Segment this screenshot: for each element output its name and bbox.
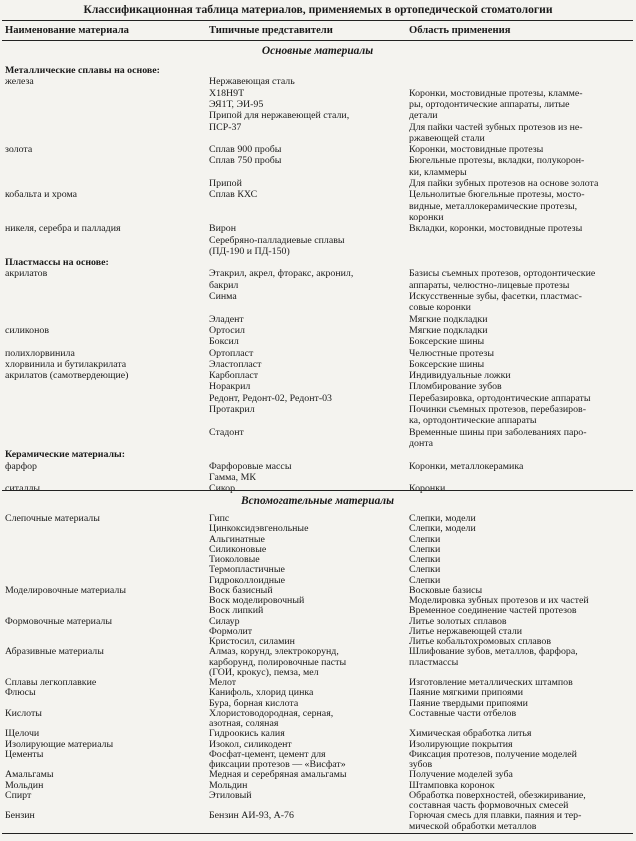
application-cell: Слепки <box>409 543 441 555</box>
representative-cell: Изокол, силикодент <box>209 738 292 750</box>
representative-cell: Редонт, Редонт-02, Редонт-03 <box>209 392 332 404</box>
materials-table <box>2 20 633 835</box>
material-cell: Цементы <box>5 748 44 760</box>
representative-cell: Медная и серебряная амальгамы <box>209 769 347 781</box>
application-cell: Шлифование зубов, металлов, фарфора, <box>409 646 578 658</box>
application-cell: аппараты, челюстно-лицевые протезы <box>409 279 570 291</box>
representative-cell: (ПД-190 и ПД-150) <box>209 245 290 257</box>
application-cell: Временные шины при заболеваниях паро- <box>409 426 587 438</box>
material-cell: кобальта и хрома <box>5 189 78 201</box>
application-cell: Пломбирование зубов <box>409 381 502 393</box>
application-cell: Слепки <box>409 564 441 576</box>
material-cell: Флюсы <box>5 687 36 699</box>
application-cell: Бюгельные протезы, вкладки, полукорон- <box>409 155 585 167</box>
application-cell: Для пайки частей зубных протезов из не- <box>409 121 583 133</box>
material-cell: ситаллы <box>5 483 41 495</box>
representative-cell: Нержавеющая сталь <box>209 76 295 88</box>
material-cell: золота <box>5 144 33 156</box>
application-cell: Боксерские шины <box>409 358 485 370</box>
material-cell: Пластмассы на основе: <box>5 257 109 269</box>
representative-cell: Х18Н9Т <box>209 87 245 99</box>
header-material-name: Наименование материала <box>5 25 129 36</box>
representative-cell: (ГОИ, крокус), пемза, мел <box>209 666 319 678</box>
material-cell: Щелочи <box>5 728 40 740</box>
material-cell: Амальгамы <box>5 769 54 781</box>
application-cell: Коронки, металлокерамика <box>409 460 524 472</box>
material-cell: хлорвинила и бутилакрилата <box>5 358 127 370</box>
representative-cell: Тиоколовые <box>209 554 260 565</box>
representative-cell: Протакрил <box>209 404 255 415</box>
application-cell: ки, кламмеры <box>409 166 467 178</box>
application-cell: Слепки, модели <box>409 513 476 524</box>
application-cell: Слепки <box>409 554 441 565</box>
application-cell: Базисы съемных протезов, ортодонтические <box>409 268 596 280</box>
representative-cell: Мольдин <box>209 779 248 791</box>
representative-cell: фиксации протезов — «Висфат» <box>209 759 346 770</box>
application-cell: мической обработки металлов <box>409 820 537 832</box>
representative-cell: Воск липкий <box>209 605 264 617</box>
representative-cell: азотная, соляная <box>209 718 279 729</box>
application-cell: Слепки <box>409 533 441 545</box>
application-cell: Изготовление металлических штампов <box>409 677 573 688</box>
material-cell: Абразивные материалы <box>5 646 104 658</box>
application-cell: пластмассы <box>409 656 459 668</box>
representative-cell: Кристосил, силамин <box>209 636 295 647</box>
representative-cell: Эластопласт <box>209 358 262 370</box>
application-cell: Мягкие подкладки <box>409 324 488 336</box>
application-cell: совые коронки <box>409 302 471 314</box>
application-cell: ржавеющей стали <box>409 132 485 144</box>
application-cell: Получение моделей зуба <box>409 769 513 781</box>
material-cell: железа <box>5 76 34 88</box>
representative-cell: Припой <box>209 178 242 189</box>
material-cell: полихлорвинила <box>5 347 75 359</box>
application-cell: Вкладки, коронки, мостовидные протезы <box>409 223 583 235</box>
application-cell: Починки съемных протезов, перебазиров- <box>409 404 586 415</box>
representative-cell: карборунд, полировочные пасты <box>209 656 347 668</box>
representative-cell: Этиловый <box>209 789 252 801</box>
application-cell: Коронки, мостовидные протезы <box>409 144 544 156</box>
application-cell: видные, металлокерамические протезы, <box>409 200 578 212</box>
material-cell: силиконов <box>5 324 49 336</box>
representative-cell: Бура, борная кислота <box>209 697 299 709</box>
application-cell: Коронки, мостовидные протезы, кламме- <box>409 87 583 99</box>
representative-cell: Сплав КХС <box>209 189 258 201</box>
material-cell: акрилатов (самотвердеющие) <box>5 370 129 382</box>
application-cell: Паяние твердыми припоями <box>409 697 528 709</box>
document-title: Классификационная таблица материалов, применяемых в ортопедической стоматологии <box>83 3 553 16</box>
representative-cell: Сплав 900 пробы <box>209 144 282 156</box>
representative-cell: Сплав 750 пробы <box>209 155 282 167</box>
application-cell: Слепки <box>409 574 441 586</box>
representative-cell: Фарфоровые массы <box>209 460 292 472</box>
material-cell: Формовочные материалы <box>5 615 112 627</box>
representative-cell: Гипс <box>209 513 230 524</box>
application-cell: Боксерские шины <box>409 336 485 348</box>
representative-cell: Этакрил, акрел, фторакс, акронил, <box>209 268 354 280</box>
representative-cell: Бензин АИ-93, А-76 <box>209 810 294 822</box>
material-cell: Слепочные материалы <box>5 513 100 524</box>
application-cell: детали <box>409 110 438 122</box>
representative-cell: Ортопласт <box>209 347 254 359</box>
material-cell: Керамические материалы: <box>5 449 126 461</box>
header-representatives: Типичные представители <box>209 25 333 36</box>
application-cell: Изолирующие покрытия <box>409 738 513 750</box>
application-cell: зубов <box>409 759 433 770</box>
representative-cell: ПСР-37 <box>209 121 242 133</box>
material-cell: акрилатов <box>5 268 48 280</box>
representative-cell: Вирон <box>209 223 237 235</box>
material-cell: никеля, серебра и палладия <box>5 223 121 235</box>
representative-cell: Мелот <box>209 677 237 688</box>
application-cell: Для пайки зубных протезов на основе золота <box>409 178 599 189</box>
material-cell: фарфор <box>5 460 37 472</box>
application-cell: Паяние мягкими припоями <box>409 687 524 699</box>
application-cell: донта <box>409 437 434 449</box>
section-basic-materials: Основные материалы <box>261 45 374 57</box>
representative-cell: ЭЯ1Т, ЭИ-95 <box>209 98 264 110</box>
application-cell: Цельнолитые бюгельные протезы, мосто- <box>409 189 585 201</box>
representative-cell: Воск базисный <box>209 584 273 596</box>
application-cell: Индивидуальные ложки <box>409 370 511 382</box>
application-cell: Химическая обработка литья <box>409 728 532 740</box>
application-cell: Мягкие подкладки <box>409 313 488 325</box>
representative-cell: Серебряно-палладиевые сплавы <box>209 234 345 246</box>
representative-cell: Ортосил <box>209 324 245 336</box>
representative-cell: Стадонт <box>209 426 244 438</box>
application-cell: коронки <box>409 211 444 223</box>
section-auxiliary-materials: Вспомогательные материалы <box>240 495 395 507</box>
representative-cell: Хлористоводородная, серная, <box>209 707 334 719</box>
representative-cell: Сикор <box>209 483 236 495</box>
material-cell: Сплавы легкоплавкие <box>5 677 97 688</box>
representative-cell: Гидроколлоидные <box>209 574 286 586</box>
material-cell: Металлические сплавы на основе: <box>5 65 160 76</box>
representative-cell: Алмаз, корунд, электрокорунд, <box>209 646 339 658</box>
representative-cell: Термопластичные <box>209 564 285 576</box>
material-cell: Бензин <box>5 810 35 822</box>
application-cell: Фиксация протезов, получение моделей <box>409 748 577 760</box>
application-cell: Обработка поверхностей, обезжиривание, <box>409 789 586 801</box>
representative-cell: Карбопласт <box>209 370 259 382</box>
application-cell: Литье кобальтохромовых сплавов <box>409 636 551 647</box>
application-cell: Искусственные зубы, фасетки, пластмас- <box>409 291 582 302</box>
section-rule <box>2 490 633 491</box>
application-cell: Временное соединение частей протезов <box>409 605 577 617</box>
material-cell: Кислоты <box>5 707 42 719</box>
representative-cell: Эладент <box>209 313 244 325</box>
application-cell: Литье золотых сплавов <box>409 615 507 627</box>
application-cell: ры, ортодонтические аппараты, литые <box>409 98 570 110</box>
material-cell: Мольдин <box>5 779 44 791</box>
material-cell: Изолирующие материалы <box>5 738 114 750</box>
table-top-rule <box>2 20 633 21</box>
header-rule <box>2 40 633 41</box>
application-cell: Восковые базисы <box>409 584 483 596</box>
representative-cell: Воск моделировочный <box>209 595 305 606</box>
representative-cell: Гамма, МК <box>209 471 256 483</box>
representative-cell: Гидроокись калия <box>209 728 285 740</box>
application-cell: Составные части отбелов <box>409 707 517 719</box>
representative-cell: Силиконовые <box>209 543 267 555</box>
representative-cell: Цинкоксидэвгенольные <box>209 523 309 535</box>
representative-cell: Фосфат-цемент, цемент для <box>209 748 326 760</box>
representative-cell: бакрил <box>209 279 239 291</box>
application-cell: Челюстные протезы <box>409 347 494 359</box>
application-cell: Коронки <box>409 483 446 495</box>
material-cell: Спирт <box>5 789 32 801</box>
header-application: Область применения <box>409 25 511 36</box>
application-cell: составная часть формовочных смесей <box>409 800 569 811</box>
representative-cell: Норакрил <box>209 381 251 393</box>
representative-cell: Боксил <box>209 336 239 348</box>
representative-cell: Формолит <box>209 625 253 637</box>
application-cell: Литье нержавеющей стали <box>409 625 523 637</box>
table-bottom-rule <box>2 833 633 834</box>
application-cell: Перебазировка, ортодонтические аппараты <box>409 392 591 404</box>
representative-cell: Синма <box>209 291 237 302</box>
representative-cell: Силаур <box>209 615 240 627</box>
representative-cell: Канифоль, хлорид цинка <box>209 687 314 699</box>
application-cell: Слепки, модели <box>409 523 476 535</box>
application-cell: ка, ортодонтические аппараты <box>409 415 537 427</box>
representative-cell: Альгинатные <box>209 533 265 545</box>
application-cell: Моделировка зубных протезов и их частей <box>409 595 589 606</box>
material-cell: Моделировочные материалы <box>5 584 126 596</box>
application-cell: Горючая смесь для плавки, паяния и тер- <box>409 810 582 822</box>
application-cell: Штамповка коронок <box>409 779 495 791</box>
representative-cell: Припой для нержавеющей стали, <box>209 110 350 122</box>
